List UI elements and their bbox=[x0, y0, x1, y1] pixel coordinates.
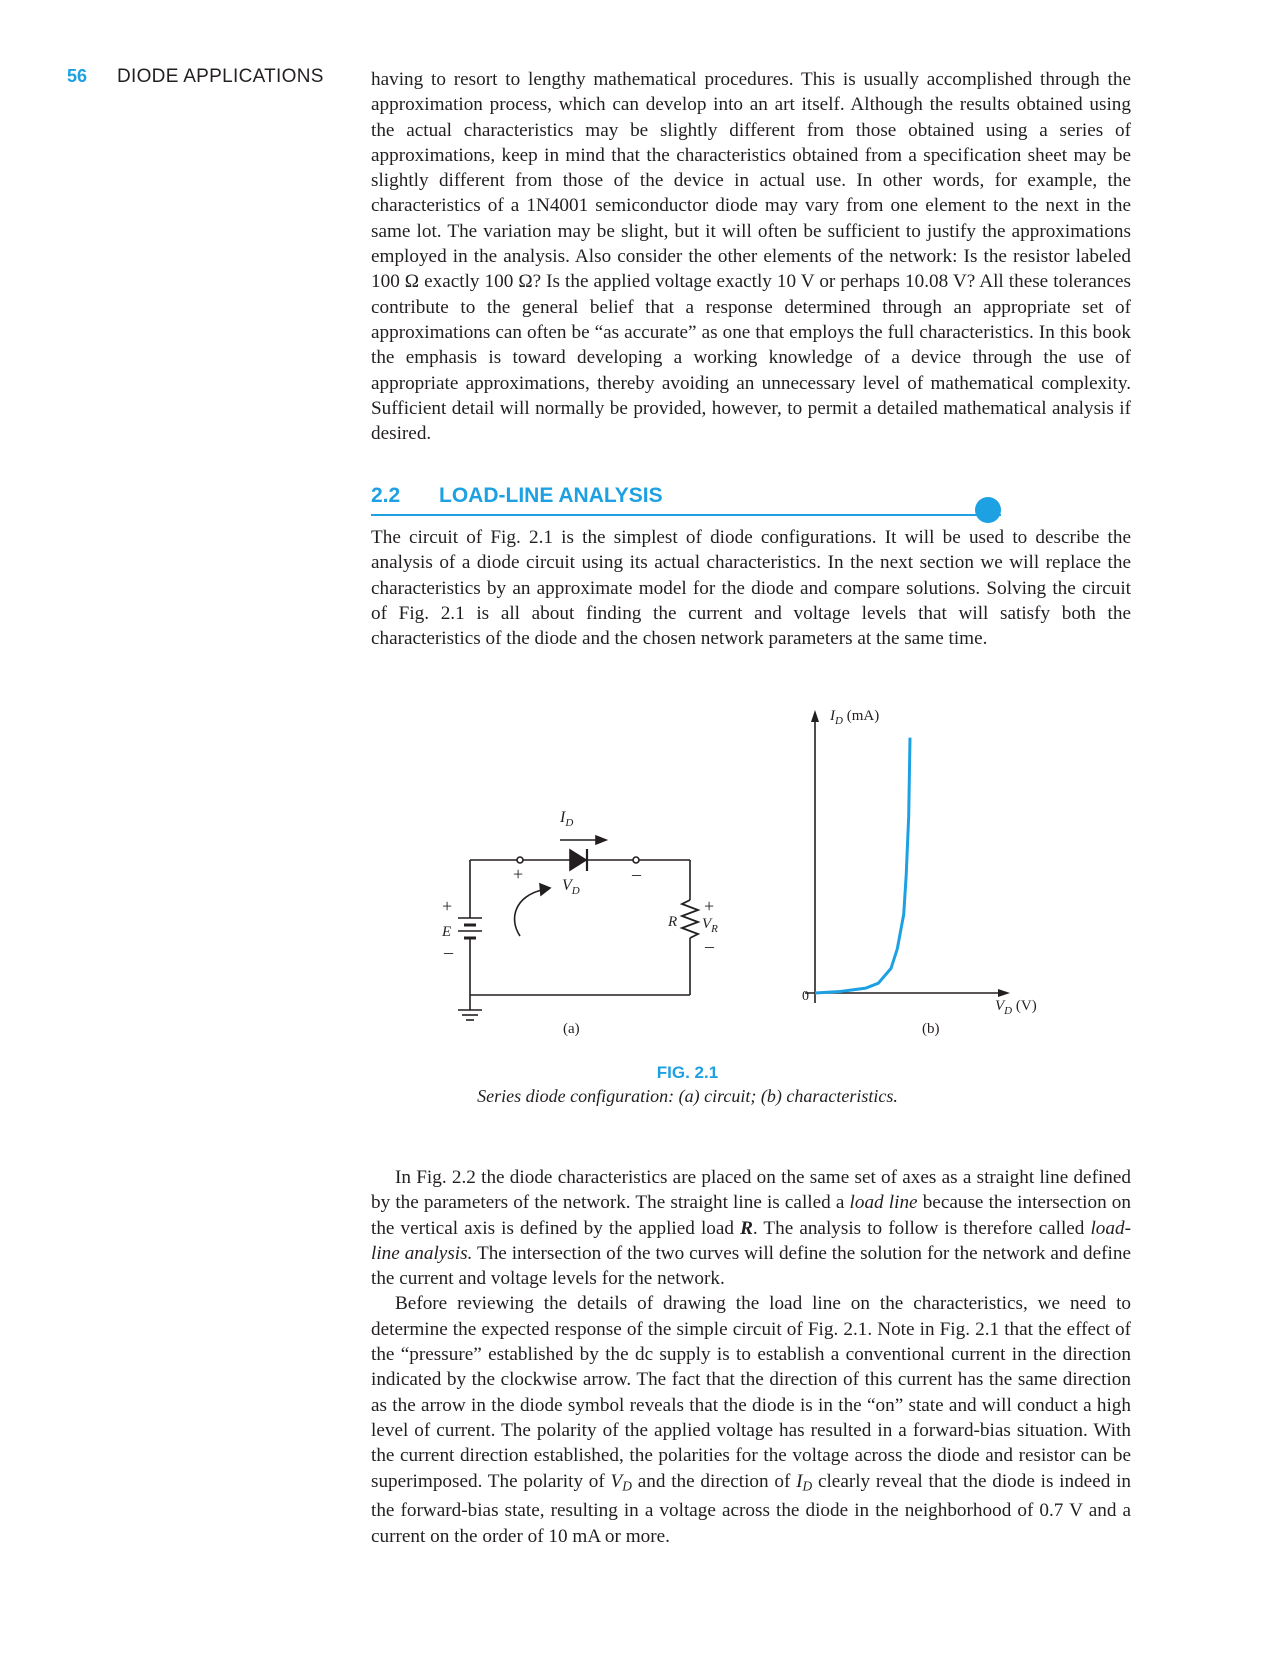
x-axis-label: $V_D$ (V) bbox=[995, 998, 1037, 1017]
resistor-plus-sign: + bbox=[704, 896, 715, 916]
figure-caption: Series diode configuration: (a) circuit; (b) characteristics. bbox=[477, 1086, 898, 1106]
x-axis-arrow bbox=[998, 989, 1010, 997]
circuit-part-label: (a) bbox=[563, 1021, 580, 1037]
diode-characteristic-curve bbox=[815, 738, 910, 993]
resistor-label: R bbox=[668, 914, 678, 930]
resistor-minus-sign: – bbox=[705, 936, 714, 956]
paragraph-4: Before reviewing the details of drawing the load line on the characteristics, we need to determine the expected response of the simple circuit of Fig. 2.1. Note in Fig. 2.1 that the effect of the “pressure” established by the dc supply is to establish a conventional current in the direction indicated by the clockwise arrow. The fact that the direction of this current has the same direction as the arrow in the diode symbol reveals that the diode is in the “on” state and will conduct a high level of current. The polarity of the applied voltage has resulted in a forward-bias situation. With the current direction established, the polarities for the voltage across the diode and resistor can be superimposed. The polarity of $V_D$ and the direction of $I_D$ clearly reveal that the diode is indeed in the forward-bias state, resulting in a voltage across the diode in the neighborhood of 0.7 V and a current on the order of 10 mA or more. bbox=[371, 1293, 1131, 1547]
section-title: LOAD-LINE ANALYSIS bbox=[439, 484, 663, 507]
source-label: E bbox=[442, 924, 452, 940]
figure-label: FIG. 2.1 bbox=[656, 1063, 719, 1082]
current-arrow-head bbox=[596, 836, 606, 844]
terminal-left bbox=[517, 857, 523, 863]
battery-plus-sign: + bbox=[442, 896, 453, 916]
paragraph-3: In Fig. 2.2 the diode characteristics are placed on the same set of axes as a straight line defined by the parameters of the network. The straight line is called a load line because the intersection on the vertical axis is defined by the applied load R. The analysis to follow is therefore called load-line analysis. The intersection of the two curves will define the solution for the network and define the current and voltage levels for the network. bbox=[371, 1167, 1131, 1290]
y-axis-label: $I_D$ (mA) bbox=[830, 708, 880, 727]
diode-plus-sign: + bbox=[513, 864, 524, 884]
characteristic-chart bbox=[802, 708, 1037, 1037]
chart-part-label: (b) bbox=[922, 1021, 940, 1037]
running-head: DIODE APPLICATIONS bbox=[117, 66, 324, 87]
figure-2-1 bbox=[420, 700, 1120, 1050]
paragraph-2 bbox=[371, 525, 1131, 651]
section-number: 2.2 bbox=[371, 484, 401, 507]
paragraph-1: having to resort to lengthy mathematical procedures. This is usually accomplished through the approximation process, which can develop into an art itself. Although the results obtained using the actual characteristics may be slightly different from those obtained using a series of approximations, keep in mind that the characteristics obtained from a specification sheet may be slightly different from those of the device in actual use. In other words, for example, the characteristics of a 1N4001 semiconductor diode may vary from one element to the next in the same lot. The variation may be slight, but it will often be sufficient to justify the approximations employed in the analysis. Also consider the other elements of the network: Is the resistor labeled 100 Ω exactly 100 Ω? Is the applied voltage exactly 10 V or perhaps 10.08 V? All these tolerances contribute to the general belief that a response determined through an appropriate set of approximations can often be “as accurate” as one that employs the full characteristics. In this book the emphasis is toward developing a working knowledge of a device through the use of appropriate approximations, thereby avoiding an unnecessary level of mathematical complexity. Sufficient detail will normally be provided, however, to permit a detailed mathematical analysis if desired. bbox=[371, 69, 1131, 445]
circuit-diagram bbox=[458, 836, 698, 1020]
battery-minus-sign: – bbox=[444, 942, 453, 962]
clockwise-arrow-head bbox=[540, 884, 550, 895]
section-heading bbox=[371, 484, 1001, 516]
circuit-diode-voltage-label: $V_D$ bbox=[562, 877, 580, 897]
resistor bbox=[682, 900, 698, 938]
resistor-voltage-label: $V_R$ bbox=[702, 916, 718, 935]
page-number: 56 bbox=[67, 66, 88, 86]
y-axis-arrow bbox=[811, 710, 819, 722]
diode-minus-sign: – bbox=[632, 864, 641, 884]
origin-label: 0 bbox=[802, 989, 809, 1004]
clockwise-current-arrow bbox=[515, 890, 542, 936]
circuit-current-label: $I_D$ bbox=[560, 809, 574, 829]
paragraph-2-text: The circuit of Fig. 2.1 is the simplest of diode configurations. It will be used to describe the analysis of a diode circuit using its actual characteristics. In the next section we will replace the characteristics by an approximate model for the diode and compare solutions. Solving the circuit of Fig. 2.1 is all about finding the current and voltage levels that will satisfy both the characteristics of the diode and the chosen network parameters at the same time. bbox=[371, 527, 1131, 650]
paragraph-3-4 bbox=[371, 1165, 1131, 1549]
section-marker-dot bbox=[975, 497, 1001, 523]
diode-triangle bbox=[570, 850, 586, 870]
terminal-right bbox=[633, 857, 639, 863]
